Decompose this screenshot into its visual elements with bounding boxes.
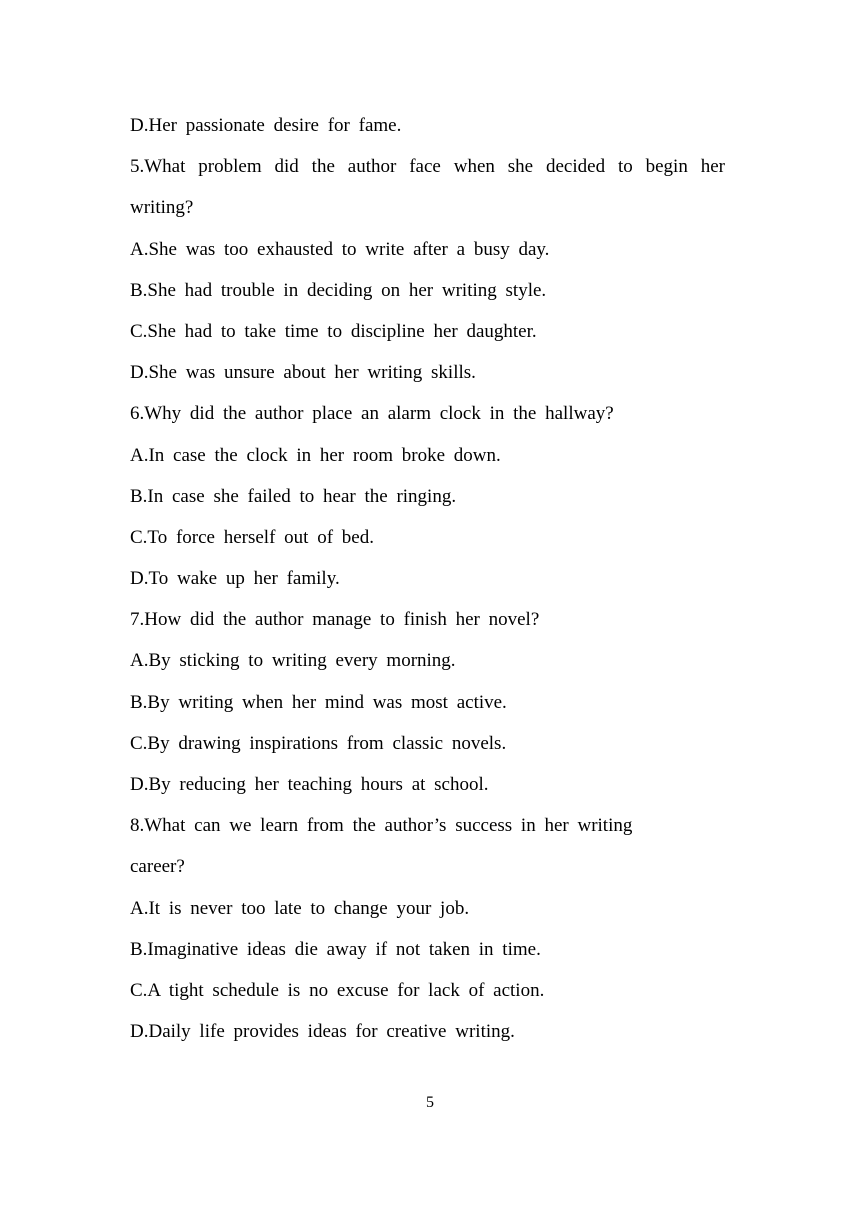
- question-6-option-a: A.In case the clock in her room broke down.: [130, 444, 501, 466]
- question-6-option-d: D.To wake up her family.: [130, 568, 340, 590]
- question-6-option-c: C.To force herself out of bed.: [130, 526, 374, 548]
- question-8-option-b: B.Imaginative ideas die away if not taken in time.: [130, 938, 541, 960]
- question-8-option-a: A.It is never too late to change your job.: [130, 897, 470, 919]
- question-5-stem: 5.What problem did the author face when she decided to begin her writing?: [130, 156, 725, 219]
- q4-option-d: D.Her passionate desire for fame.: [130, 115, 402, 136]
- question-7-option-d: D.By reducing her teaching hours at school.: [130, 774, 489, 796]
- question-8: [130, 805, 725, 1052]
- question-8-option-c: C.A tight schedule is no excuse for lack of action.: [130, 979, 545, 1001]
- question-7: [130, 599, 725, 805]
- question-5-option-d: D.She was unsure about her writing skills.: [130, 362, 476, 384]
- question-8-stem-line-1: 8.What can we learn from the author’s success in her writing: [130, 815, 633, 837]
- question-6-option-b: B.In case she failed to hear the ringing.: [130, 485, 457, 507]
- question-7-option-b: B.By writing when her mind was most active.: [130, 691, 507, 713]
- question-5-option-a: A.She was too exhausted to write after a busy day.: [130, 238, 550, 260]
- page-number: 5: [426, 1094, 434, 1111]
- question-7-option-a: A.By sticking to writing every morning.: [130, 650, 456, 672]
- question-8-option-d: D.Daily life provides ideas for creative writing.: [130, 1021, 515, 1043]
- question-5-option-b: B.She had trouble in deciding on her writing style.: [130, 279, 547, 301]
- question-8-stem-line-2: career?: [130, 856, 185, 878]
- question-6-stem: 6.Why did the author place an alarm clock in the hallway?: [130, 403, 614, 425]
- page-content: [130, 105, 725, 1052]
- question-7-option-c: C.By drawing inspirations from classic novels.: [130, 732, 507, 754]
- question-5-option-c: C.She had to take time to discipline her daughter.: [130, 320, 537, 342]
- question-7-stem: 7.How did the author manage to finish her novel?: [130, 609, 540, 631]
- question-6: [130, 393, 725, 599]
- question-5: [130, 146, 725, 393]
